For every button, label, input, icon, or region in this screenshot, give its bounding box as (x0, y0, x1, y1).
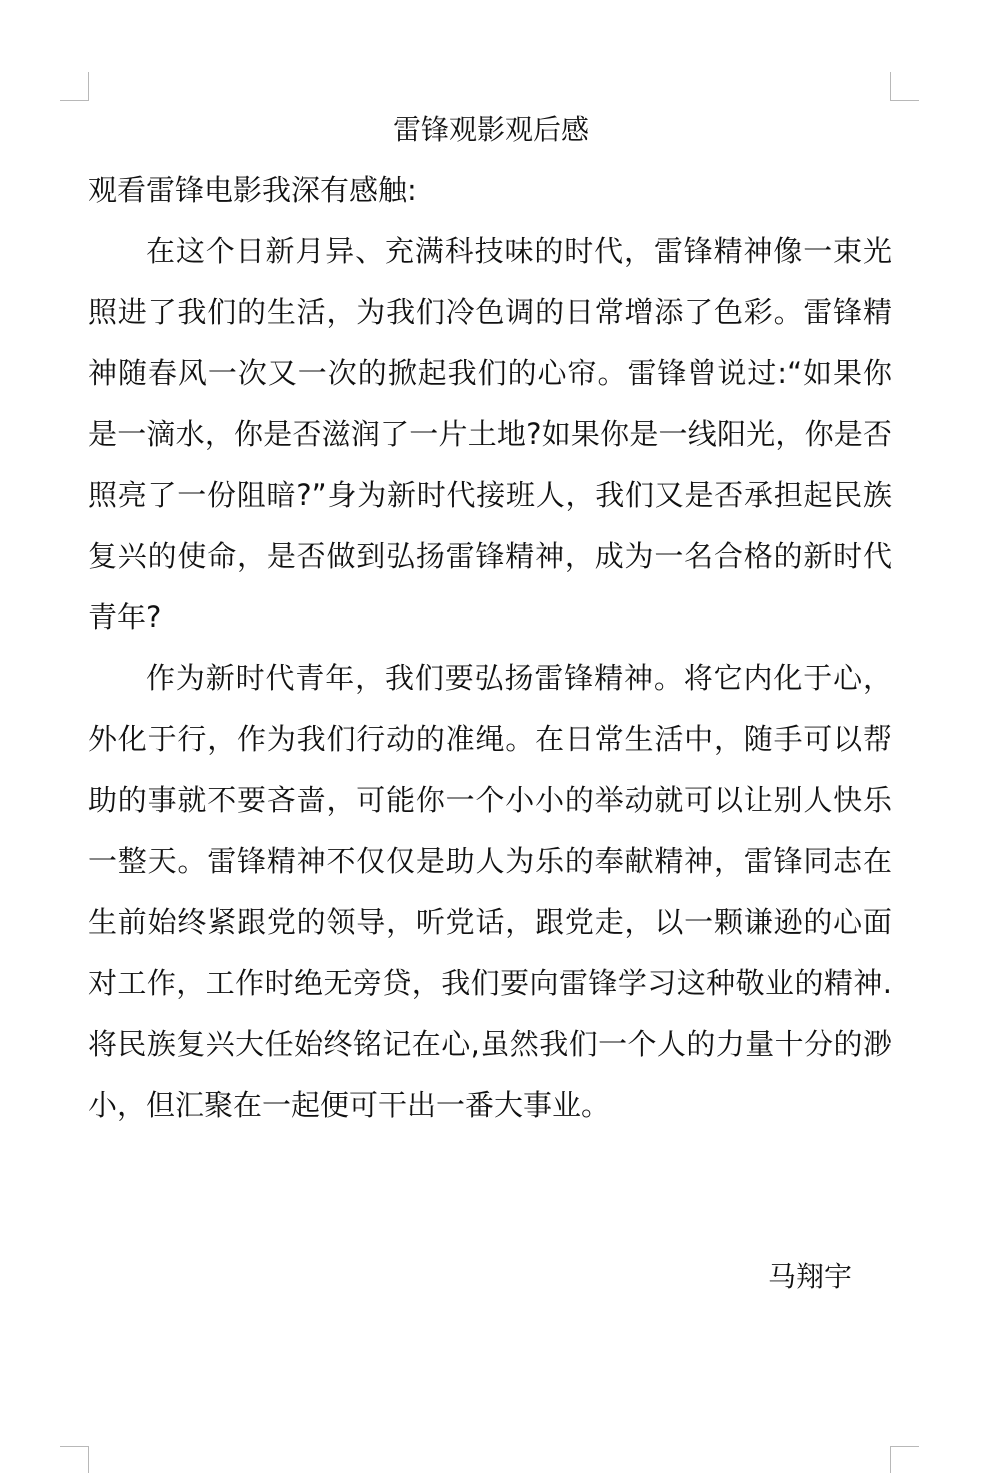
greeting-line: 观看雷锋电影我深有感触: (88, 173, 417, 207)
crop-mark-bottom-right (890, 1446, 919, 1473)
document-body (88, 160, 892, 1136)
crop-mark-top-left (60, 72, 89, 101)
paragraph-1: 在这个日新月异、充满科技味的时代，雷锋精神像一束光照进了我们的生活，为我们冷色调的日常增添了色彩。雷锋精神随春风一次又一次的掀起我们的心帘。雷锋曾说过:“如果你是一滴水，你是否滋润了一片土地?如果你是一线阳光，你是否照亮了一份阻暗?”身为新时代接班人，我们又是否承担起民族复兴的使命，是否做到弘扬雷锋精神，成为一名合格的新时代青年? (88, 234, 892, 634)
paragraph-2: 作为新时代青年，我们要弘扬雷锋精神。将它内化于心，外化于行，作为我们行动的准绳。在日常生活中，随手可以帮助的事就不要吝啬，可能你一个小小的举动就可以让别人快乐一整天。雷锋精神不仅仅是助人为乐的奉献精神，雷锋同志在生前始终紧跟党的领导，听党话，跟党走，以一颗谦逊的心面对工作，工作时绝无旁贷，我们要向雷锋学习这种敬业的精神.将民族复兴大任始终铭记在心,虽然我们一个人的力量十分的渺小，但汇聚在一起便可干出一番大事业。 (88, 661, 892, 1122)
crop-mark-bottom-left (60, 1446, 89, 1473)
crop-mark-top-right (890, 72, 919, 101)
author-signature: 马翔宇 (767, 1260, 852, 1293)
document-title: 雷锋观影观后感 (392, 113, 589, 146)
